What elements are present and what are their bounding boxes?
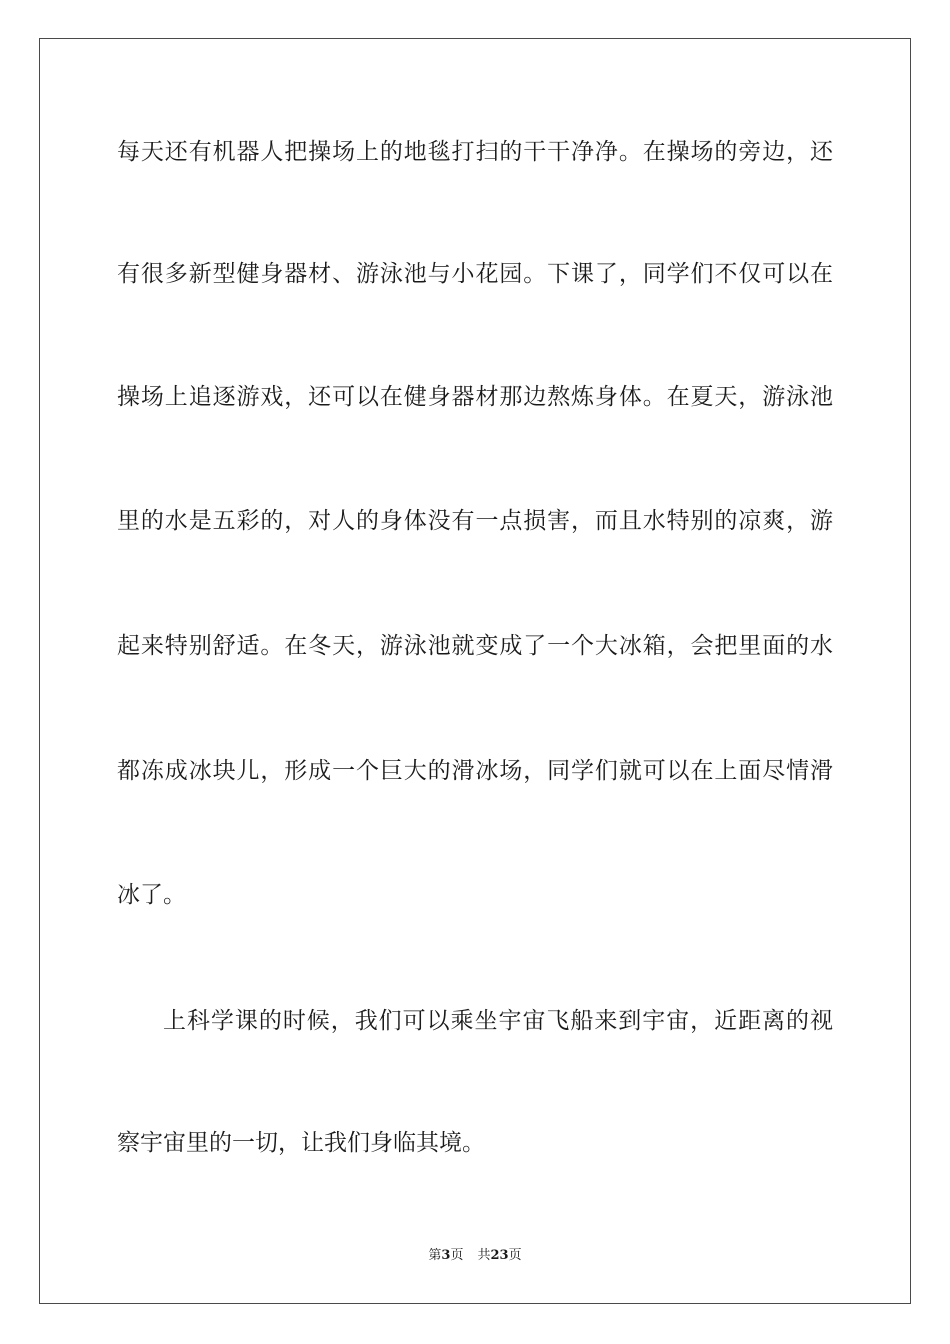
body-text-line-4: 里的水是五彩的，对人的身体没有一点损害，而且水特别的凉爽，游: [117, 508, 833, 534]
body-text-line-7: 冰了。: [117, 882, 186, 908]
total-suffix: 页: [508, 1248, 522, 1263]
total-pages: 23: [490, 1248, 509, 1263]
total-prefix: 共: [477, 1248, 491, 1263]
page-number: 3: [441, 1248, 451, 1263]
page-border: [39, 38, 911, 1304]
body-text-line-3: 操场上追逐游戏，还可以在健身器材那边熬炼身体。在夏天，游泳池: [117, 384, 833, 410]
page-suffix: 页: [450, 1248, 464, 1263]
body-text-line-5: 起来特别舒适。在冬天，游泳池就变成了一个大冰箱，会把里面的水: [117, 633, 833, 659]
body-text-line-2: 有很多新型健身器材、游泳池与小花园。下课了，同学们不仅可以在: [117, 261, 833, 287]
body-text-line-6: 都冻成冰块儿，形成一个巨大的滑冰场，同学们就可以在上面尽情滑: [117, 758, 833, 784]
page-prefix: 第: [428, 1248, 442, 1263]
body-text-line-1: 每天还有机器人把操场上的地毯打扫的干干净净。在操场的旁边，还: [117, 139, 833, 165]
page-footer: [0, 1247, 950, 1265]
paragraph-2-line-1: 上科学课的时候，我们可以乘坐宇宙飞船来到宇宙，近距离的视: [163, 1008, 833, 1034]
paragraph-2-line-2: 察宇宙里的一切，让我们身临其境。: [117, 1130, 485, 1156]
